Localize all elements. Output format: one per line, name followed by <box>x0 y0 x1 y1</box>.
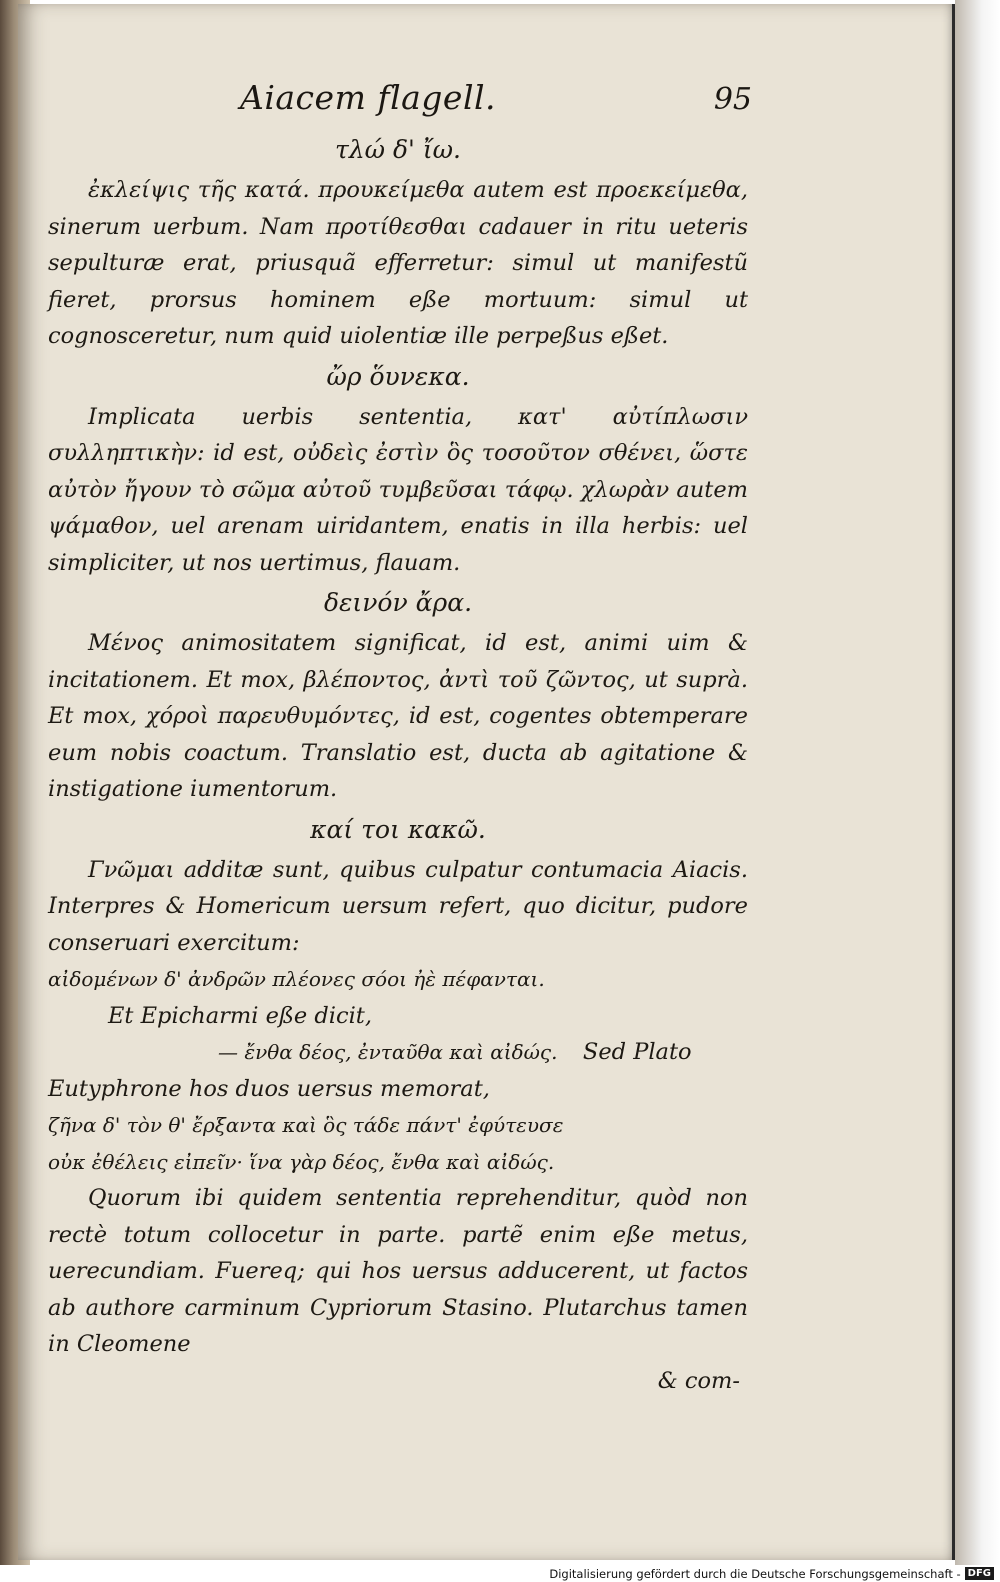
lemma-heading: ὤρ ὅυνεκα. <box>326 361 470 391</box>
commentary-paragraph: Μένος animositatem significat, id est, animi uim & incitationem. Et mox, βλέποντος, ἀντὶ τοῦ ζῶντος, ut suprà. Et mox, χόροὶ παρευθυμόντες, id est, cogentes obtemperare eum nobis coactum. Translatio est, ducta ab agitatione & instigatione iumentorum. <box>48 630 748 802</box>
page-header <box>240 78 800 117</box>
commentary-paragraph: Implicata uerbis sententia, κατ' αὐτίπλωσιν συλληπτικὴν: id est, οὐδεὶς ἐστὶν ὃς τοσοῦτον σθένει, ὥστε αὐτὸν ἤγουν τὸ σῶμα αὐτοῦ τυμβεῦσαι τάφῳ. χλωρὰν autem ψάμαθον, uel arenam uiridantem, enatis in illa herbis: uel simpliciter, ut nos uertimus, flauam. <box>48 403 748 576</box>
running-head: Aiacem flagell. <box>240 78 497 117</box>
greek-quotation: οὐκ ἐθέλεις εἰπεῖν· ἵνα γὰρ δέος, ἔνθα καὶ αἰδώς. <box>48 1149 555 1174</box>
commentary-paragraph: Γνῶμαι additæ sunt, quibus culpatur contumacia Aiacis. Interpres & Homericum uersum refert, quo dicitur, pudore conseruari exercitum: <box>48 856 748 956</box>
catchword: & com- <box>657 1367 740 1394</box>
greek-quotation-text: — ἔνθα δέος, ἐνταῦθα καὶ αἰδώς. <box>218 1040 558 1064</box>
greek-quotation: ζῆνα δ' τὸν θ' ἔρξαντα καὶ ὃς τάδε πάντ' ἐφύτευσε <box>48 1113 564 1137</box>
dfg-credit-text: Digitalisierung gefördert durch die Deutsche Forschungsgemeinschaft - <box>549 1566 961 1581</box>
page-number: 95 <box>713 82 752 117</box>
commentary-line: Et Epicharmi eße dicit, <box>108 1002 372 1029</box>
greek-quotation: αἰδομένων δ' ἀνδρῶν πλέονες σόοι ἠὲ πέφανται. <box>48 967 545 991</box>
lemma-heading: δεινόν ἄρα. <box>323 588 473 617</box>
commentary-paragraph: ἐκλείψις τῆς κατά. προυκείμεθα autem est προεκείμεθα, sinerum uerbum. Nam προτίθεσθαι cadauer in ritu ueteris sepulturæ erat, priusquã efferretur: simul ut manifestũ fieret, prorsus hominem eße mortuum: simul ut cognosceretur, num quid uiolentiæ ille perpeßus eßet. <box>48 177 748 349</box>
commentary-paragraph: Quorum ibi quidem sententia reprehenditur, quòd non rectè totum collocetur in parte. partẽ enim eße metus, uerecundiam. Fuereq; qui hos uersus adducerent, ut factos ab authore carminum Cypriorum Stasino. Plutarchus tamen in Cleomene <box>48 1185 748 1357</box>
text-body <box>48 128 748 1399</box>
digitization-footer <box>0 1565 1000 1582</box>
commentary-line: Eutyphrone hos duos uersus memorat, <box>48 1075 490 1102</box>
page-edge-strip <box>955 0 1000 1565</box>
commentary-line-tail: Sed Plato <box>582 1039 692 1065</box>
lemma-heading: τλώ δ' ἴω. <box>334 135 461 164</box>
dfg-logo: DFG <box>965 1567 994 1580</box>
lemma-heading: καί τοι κακῶ. <box>310 814 486 844</box>
greek-quotation <box>48 1034 748 1071</box>
